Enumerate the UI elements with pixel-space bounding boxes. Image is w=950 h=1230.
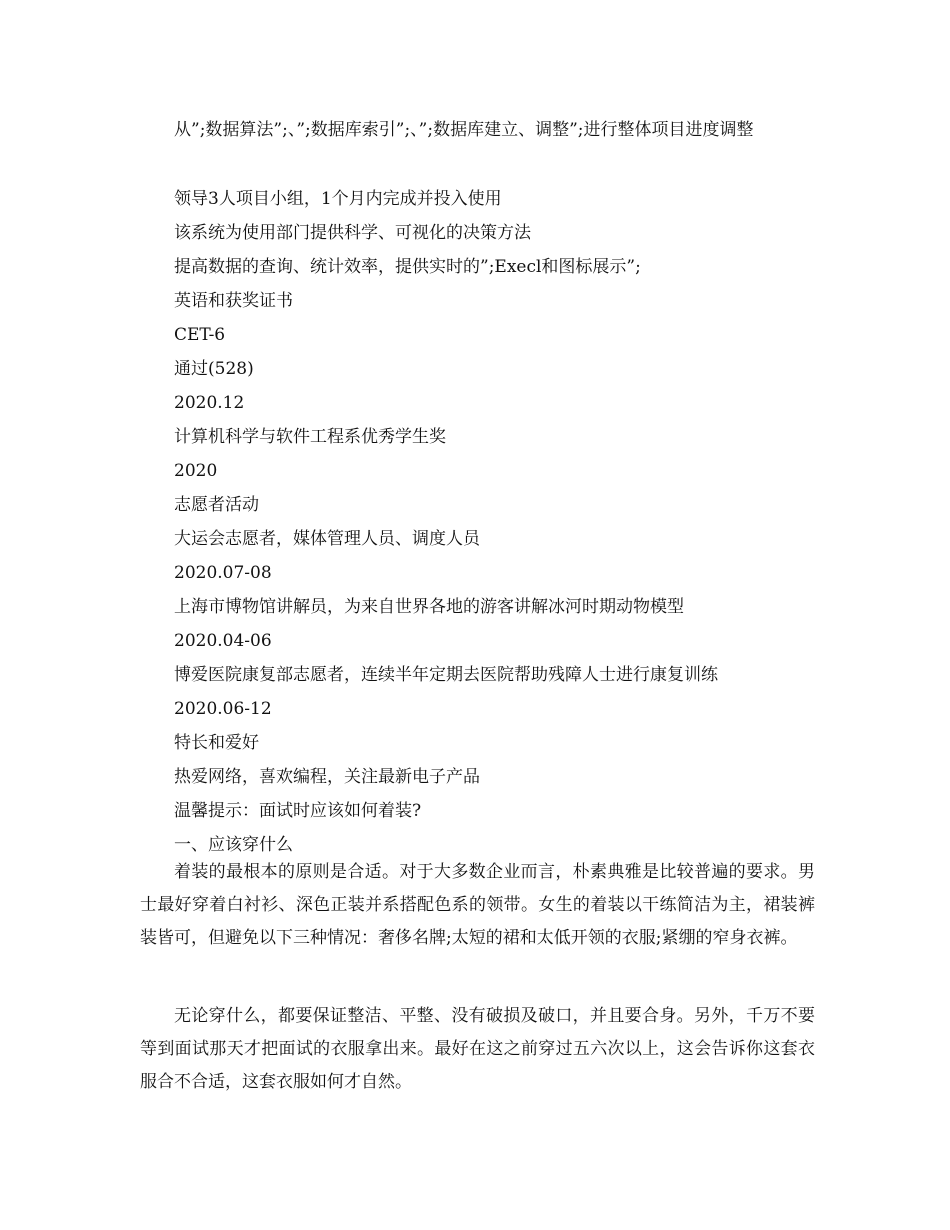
project-line: 提高数据的查询、统计效率，提供实时的”;Execl和图标展示”;	[174, 257, 641, 277]
volunteer-item: 博爱医院康复部志愿者，连续半年定期去医院帮助残障人士进行康复训练	[174, 665, 718, 685]
certificate-item: 计算机科学与软件工程系优秀学生奖	[174, 427, 446, 447]
volunteer-item: 大运会志愿者，媒体管理人员、调度人员	[174, 529, 480, 549]
project-continuation-text: 从”;数据算法”;、”;数据库索引”;、”;数据库建立、调整”;进行整体项目进度调整	[174, 120, 754, 140]
certificate-item: 通过(528)	[174, 359, 254, 379]
tips-title: 温馨提示：面试时应该如何着装?	[174, 801, 422, 821]
volunteer-item: 上海市博物馆讲解员，为来自世界各地的游客讲解冰河时期动物模型	[174, 597, 684, 617]
certificate-item: CET-6	[174, 325, 226, 345]
dress-paragraph-1: 着装的最根本的原则是合适。对于大多数企业而言，朴素典雅是比较普遍的要求。男士最好穿着白衬衫、深色正装并系搭配色系的领带。女生的着装以干练简洁为主，裙装裤装皆可，但避免以下三种情况：奢侈名牌;太短的裙和太低开领的衣服;紧绷的窄身衣裤。	[140, 862, 815, 948]
project-line: 领导3人项目小组，1个月内完成并投入使用	[174, 189, 502, 209]
project-line: 该系统为使用部门提供科学、可视化的决策方法	[174, 223, 531, 243]
hobbies-heading: 特长和爱好	[174, 733, 259, 753]
certificate-item: 2020	[174, 461, 218, 481]
hobbies-text: 热爱网络，喜欢编程，关注最新电子产品	[174, 767, 480, 787]
volunteer-item: 2020.04-06	[174, 631, 272, 651]
volunteer-heading: 志愿者活动	[174, 495, 259, 515]
volunteer-item: 2020.07-08	[174, 563, 272, 583]
tips-section-heading: 一、应该穿什么	[174, 835, 293, 855]
resume-list	[140, 182, 815, 862]
certificate-item: 2020.12	[174, 393, 245, 413]
certificates-heading: 英语和获奖证书	[174, 291, 293, 311]
dress-paragraph-2: 无论穿什么，都要保证整洁、平整、没有破损及破口，并且要合身。另外，千万不要等到面试那天才把面试的衣服拿出来。最好在这之前穿过五六次以上，这会告诉你这套衣服合不合适，这套衣服如何才自然。	[140, 1006, 815, 1092]
volunteer-item: 2020.06-12	[174, 699, 272, 719]
